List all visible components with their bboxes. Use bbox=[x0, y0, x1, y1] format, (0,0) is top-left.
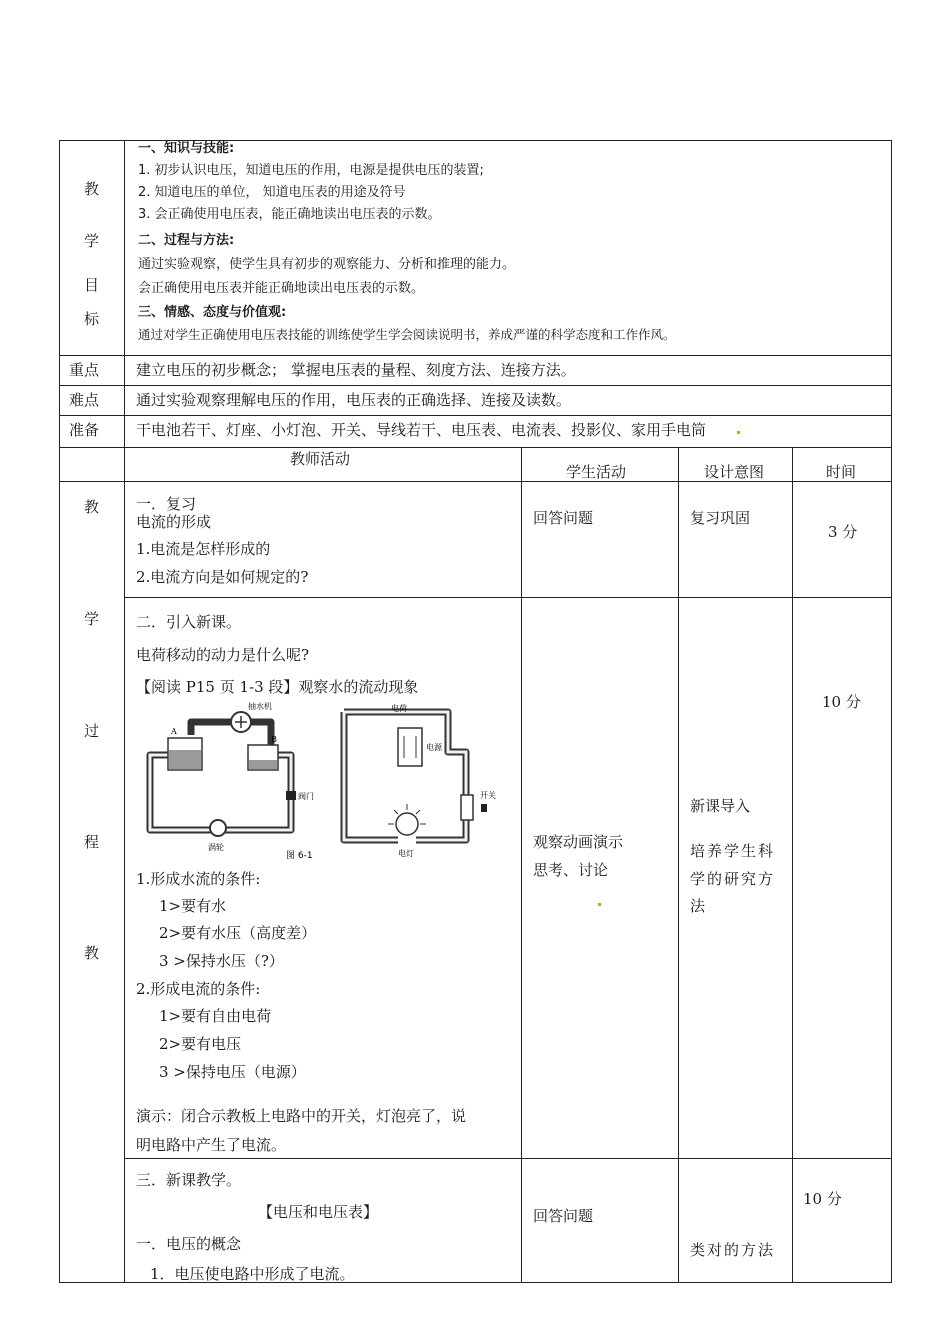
section-new-line-1: 一．电压的概念 bbox=[136, 1235, 242, 1253]
section-review-title: 一．复习 bbox=[136, 495, 197, 513]
difficult-point-label: 难点 bbox=[69, 391, 100, 409]
stray-mark bbox=[737, 431, 740, 434]
objectives-label-2: 学 bbox=[84, 232, 100, 250]
section-review-time: 3 分 bbox=[828, 523, 858, 541]
figure-caption: 图 6-1 bbox=[286, 851, 313, 861]
lamp-icon bbox=[396, 813, 418, 835]
current-condition-2: 2>要有电压 bbox=[159, 1035, 242, 1053]
section-review-student: 回答问题 bbox=[533, 509, 594, 527]
current-condition-3: 3 >保持电压（电源） bbox=[159, 1063, 306, 1081]
water-pipe-upper-right bbox=[251, 722, 271, 745]
section-intro-intent-1: 新课导入 bbox=[690, 797, 751, 815]
preparation-label: 准备 bbox=[69, 421, 100, 439]
objective-heading-knowledge: 一、知识与技能: bbox=[138, 141, 235, 156]
section-intro-question: 电荷移动的动力是什么呢? bbox=[136, 646, 310, 664]
current-condition-1: 1>要有自由电荷 bbox=[159, 1007, 272, 1025]
section-new-line-2: 1．电压使电路中形成了电流。 bbox=[150, 1265, 355, 1283]
water-electric-analogy-figure bbox=[136, 700, 502, 865]
objectives-label-3: 目 bbox=[84, 276, 100, 294]
section-new-subtitle: 【电压和电压表】 bbox=[258, 1203, 379, 1221]
water-a bbox=[169, 750, 201, 769]
header-student-activity: 学生活动 bbox=[566, 463, 627, 481]
label-lamp: 电灯 bbox=[398, 849, 414, 858]
section-intro-intent-2: 培养学生科 bbox=[690, 842, 776, 860]
stray-mark bbox=[598, 903, 601, 906]
wire-bottom-right bbox=[416, 820, 466, 840]
objective-knowledge-2: 2. 知道电压的单位， 知道电压表的用途及符号 bbox=[138, 185, 406, 200]
demo-text-2: 明电路中产生了电流。 bbox=[136, 1136, 287, 1154]
label-pump: 抽水机 bbox=[248, 702, 272, 711]
water-condition-3: 3 >保持水压（?） bbox=[159, 952, 284, 970]
label-a: A bbox=[171, 727, 177, 736]
label-b: B bbox=[271, 735, 277, 744]
analogy-diagram bbox=[136, 700, 502, 865]
water-flow-conditions: 1.形成水流的条件: bbox=[136, 870, 261, 888]
label-turbine: 涡轮 bbox=[208, 843, 224, 852]
section-intro-title: 二．引入新课。 bbox=[136, 613, 242, 631]
valve-icon bbox=[286, 791, 296, 800]
objective-heading-attitude: 三、情感、态度与价值观: bbox=[138, 305, 287, 320]
water-condition-2: 2>要有水压（高度差） bbox=[159, 924, 317, 942]
objective-knowledge-3: 3. 会正确使用电压表，能正确地读出电压表的示数。 bbox=[138, 207, 441, 222]
objective-knowledge-1: 1. 初步认识电压，知道电压的作用，电源是提供电压的装置; bbox=[138, 163, 484, 178]
objectives-label-1: 教 bbox=[84, 180, 100, 198]
section-new-intent: 类对的方法 bbox=[690, 1241, 776, 1259]
section-new-time: 10 分 bbox=[803, 1190, 842, 1208]
objectives-label-4: 标 bbox=[84, 310, 100, 328]
section-review-line-3: 2.电流方向是如何规定的? bbox=[136, 568, 309, 586]
section-review-intent: 复习巩固 bbox=[690, 509, 751, 527]
process-label-1: 教 bbox=[84, 498, 100, 516]
label-charge: 电荷 bbox=[391, 704, 407, 713]
process-label-5: 教 bbox=[84, 944, 100, 962]
section-new-title: 三．新课教学。 bbox=[136, 1171, 242, 1189]
process-label-3: 过 bbox=[84, 722, 100, 740]
objective-process-2: 会正确使用电压表并能正确地读出电压表的示数。 bbox=[138, 281, 425, 296]
header-teacher-activity: 教师活动 bbox=[290, 450, 351, 468]
water-b bbox=[249, 760, 277, 769]
water-pipe-upper-left bbox=[191, 722, 231, 735]
key-point-label: 重点 bbox=[69, 361, 100, 379]
process-label-4: 程 bbox=[84, 833, 100, 851]
section-intro-intent-4: 法 bbox=[690, 897, 706, 915]
current-conditions: 2.形成电流的条件: bbox=[136, 980, 261, 998]
header-design-intent: 设计意图 bbox=[704, 463, 765, 481]
section-intro-student-1: 观察动画演示 bbox=[533, 833, 624, 851]
process-label-2: 学 bbox=[84, 610, 100, 628]
section-intro-intent-3: 学的研究方 bbox=[690, 870, 776, 888]
section-review-line-1: 电流的形成 bbox=[136, 513, 212, 531]
header-time: 时间 bbox=[826, 463, 857, 481]
label-switch: 开关 bbox=[480, 791, 496, 800]
label-source: 电源 bbox=[426, 743, 442, 752]
wire-left bbox=[344, 712, 398, 840]
preparation-text: 干电池若干、灯座、小灯泡、开关、导线若干、电压表、电流表、投影仪、家用手电筒 bbox=[136, 421, 707, 439]
difficult-point-text: 通过实验观察理解电压的作用，电压表的正确选择、连接及读数。 bbox=[136, 391, 572, 409]
section-new-student: 回答问题 bbox=[533, 1207, 594, 1225]
objective-process-1: 通过实验观察，使学生具有初步的观察能力、分析和推理的能力。 bbox=[138, 257, 516, 272]
water-condition-1: 1>要有水 bbox=[159, 897, 227, 915]
battery-icon bbox=[398, 728, 422, 766]
key-point-text: 建立电压的初步概念； 掌握电压表的量程、刻度方法、连接方法。 bbox=[136, 361, 576, 379]
turbine-icon bbox=[210, 820, 226, 836]
demo-text-1: 演示：闭合示教板上电路中的开关，灯泡亮了，说 bbox=[136, 1107, 467, 1125]
section-intro-student-2: 思考、讨论 bbox=[533, 861, 609, 879]
objective-heading-process: 二、过程与方法: bbox=[138, 233, 235, 248]
section-intro-reading: 【阅读 P15 页 1-3 段】观察水的流动现象 bbox=[136, 678, 419, 696]
objective-attitude-1: 通过对学生正确使用电压表技能的训练使学生学会阅读说明书，养成严谨的科学态度和工作作风。 bbox=[138, 327, 676, 342]
section-review-line-2: 1.电流是怎样形成的 bbox=[136, 540, 271, 558]
section-intro-time: 10 分 bbox=[822, 693, 861, 711]
label-valve: 阀门 bbox=[298, 792, 314, 801]
switch-icon bbox=[461, 795, 473, 820]
